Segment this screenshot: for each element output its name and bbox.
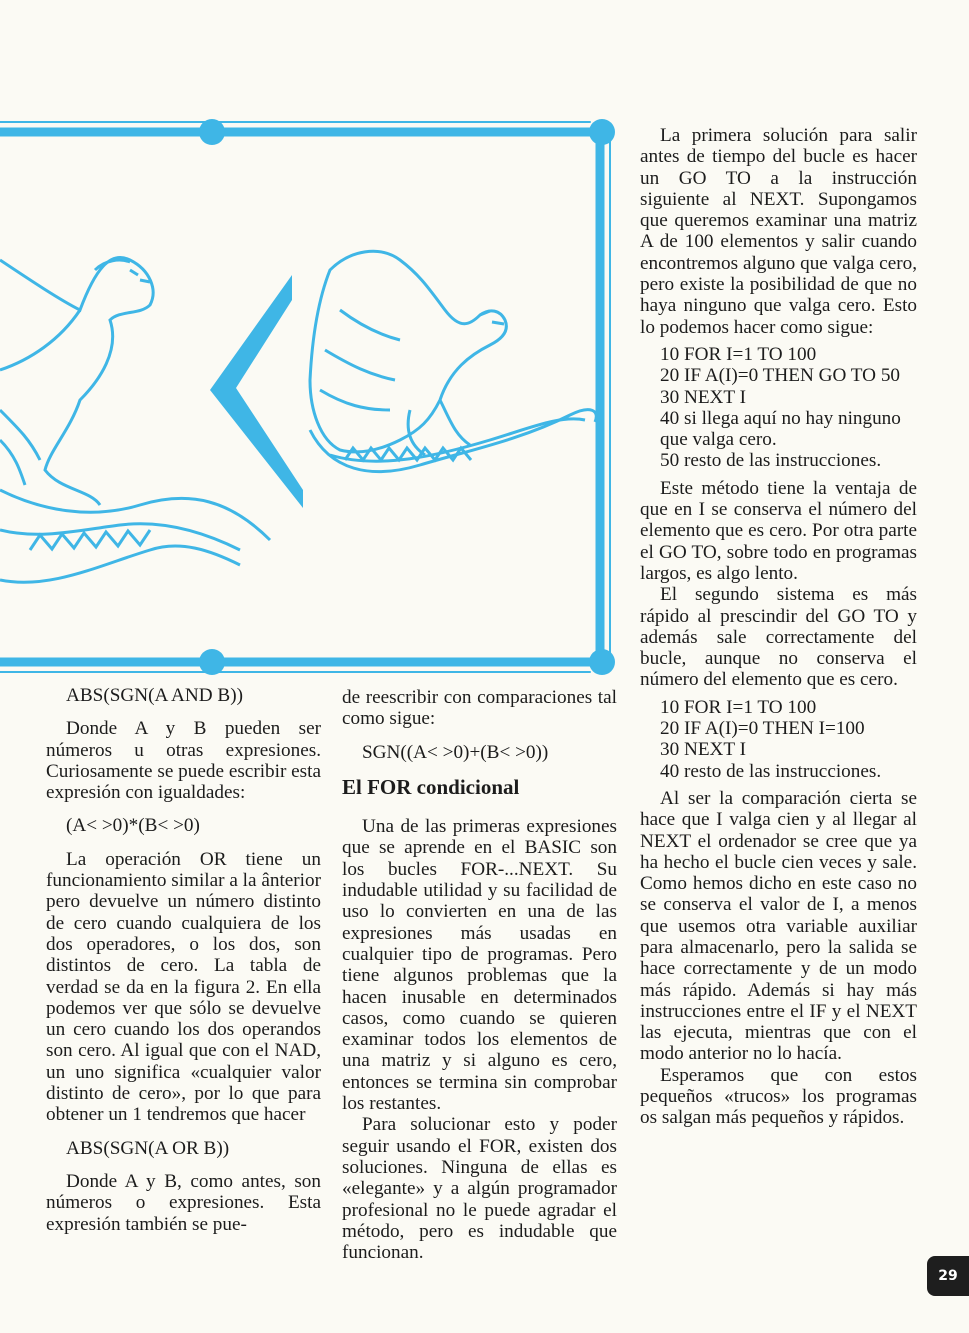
formula-sgn: SGN((A< >0)+(B< >0)) (362, 741, 549, 763)
code-line: 50 resto de las instrucciones. (660, 450, 882, 472)
dinosaur-illustration (0, 110, 625, 680)
code-line: 20 IF A(I)=0 THEN I=100 (660, 718, 865, 740)
code-line: 10 FOR I=1 TO 100 (660, 343, 817, 365)
column-1 (46, 685, 321, 1235)
paragraph: Una de las primeras expresiones que se aprende en el BASIC son los bucles FOR-...NEXT. Su indudable utilidad y su facilidad de uso lo convierten en una de las expresiones más usadas en cualquier tipo de programas. Pero tiene algunos problemas que la hacen inusable en determinados casos, como cuando se quieren examinar todos los elementos de una matriz y si alguno es cero, entonces se termina sin comprobar los restantes. (342, 816, 617, 1115)
right-dinosaur (310, 251, 596, 471)
paragraph: Al ser la comparación cierta se hace que I valga cien y al llegar al NEXT el ordenador se cree que ya ha hecho el bucle cien veces y sale. Como hemos dicho en este caso no se conserva el valor de I, a menos que usemos otra variable auxiliar para almacenarlo, pero la salida se hace correctamente y de un modo más rápido. Además si hay más instrucciones entre el IF y el NEXT las ejecuta, mientras que con el modo anterior no lo hacía. (640, 787, 917, 1065)
paragraph: Donde A y B pueden ser números u otras expresiones. Curiosamente se puede escribir esta expresión con igualdades: (46, 718, 321, 804)
frame-knob-bottom-right (589, 649, 615, 675)
column-2 (342, 687, 617, 1263)
column-3 (640, 125, 917, 1129)
code-listing-2 (660, 697, 917, 782)
code-listing-1 (660, 344, 917, 472)
paragraph: El segundo sistema es más rápido al prescindir del GO TO y además sale correctamente del bucle, aunque no conserva el número del elemento que es cero. (640, 584, 917, 691)
paragraph: La primera solución para salir antes de tiempo del bucle es hacer un GO TO a la instrucción siguiente al NEXT. Supongamos que queremos examinar una matriz A de 100 elementos y salir cuando encontremos alguno que valga cero, pero existe la posibilidad de que no haya ninguno que valga cero. Esto lo podemos hacer como sigue: (640, 125, 917, 338)
frame-knob-top-right (589, 119, 615, 145)
paragraph: de reescribir con comparaciones tal como sigue: (342, 687, 617, 730)
paragraph: Esperamos que con estos pequeños «trucos» los programas os salgan más pequeños y rápidos. (640, 1064, 917, 1129)
frame-knob-bottom (199, 649, 225, 675)
paragraph: Este método tiene la ventaja de que en I se conserva el número del elemento que es cero. Por otra parte el GO TO, sobre todo en programas largos, es algo lento. (640, 477, 917, 584)
code-line: 30 NEXT I (660, 386, 746, 408)
formula-abs-and: ABS(SGN(A AND B)) (66, 685, 243, 706)
section-heading: El FOR condicional (342, 774, 520, 799)
paragraph: Donde A y B, como antes, son números o expresiones. Esta expresión también se pue- (46, 1170, 321, 1235)
code-line: 30 NEXT I (660, 739, 746, 761)
frame-knob-top (199, 119, 225, 145)
code-line: 10 FOR I=1 TO 100 (660, 696, 817, 718)
frame-border (0, 132, 600, 662)
paragraph: Para solucionar esto y poder seguir usando el FOR, existen dos soluciones. Ninguna de ellas es «elegante» y a algún programador profesional no le puede agradar el método, pero es indudable que funcionan. (342, 1114, 617, 1264)
formula-abs-or: ABS(SGN(A OR B)) (66, 1137, 230, 1159)
chevron-shape (210, 275, 303, 508)
code-line: 40 resto de las instrucciones. (660, 760, 882, 782)
code-line: 20 IF A(I)=0 THEN GO TO 50 (660, 365, 901, 387)
page-number-tab: 29 (927, 1256, 969, 1296)
paragraph: La operación OR tiene un funcionamiento similar a la ânterior pero devuelve un número distinto de cero cuando cualquiera de los dos operadores, o los dos, son distintos de cero. La tabla de verdad se da en la figura 2. En ella podemos ver que sólo se devuelve un cero cuando los dos operandos son cero. Al igual que con el NAD, un uno significa «cualquier valor distinto de cero», por lo que para obtener un 1 tendremos que hacer (46, 848, 321, 1126)
left-dinosaur (0, 257, 270, 582)
code-line: 40 si llega aquí no hay ninguno que valga cero. (660, 407, 901, 451)
formula-comparison: (A< >0)*(B< >0) (66, 815, 200, 837)
